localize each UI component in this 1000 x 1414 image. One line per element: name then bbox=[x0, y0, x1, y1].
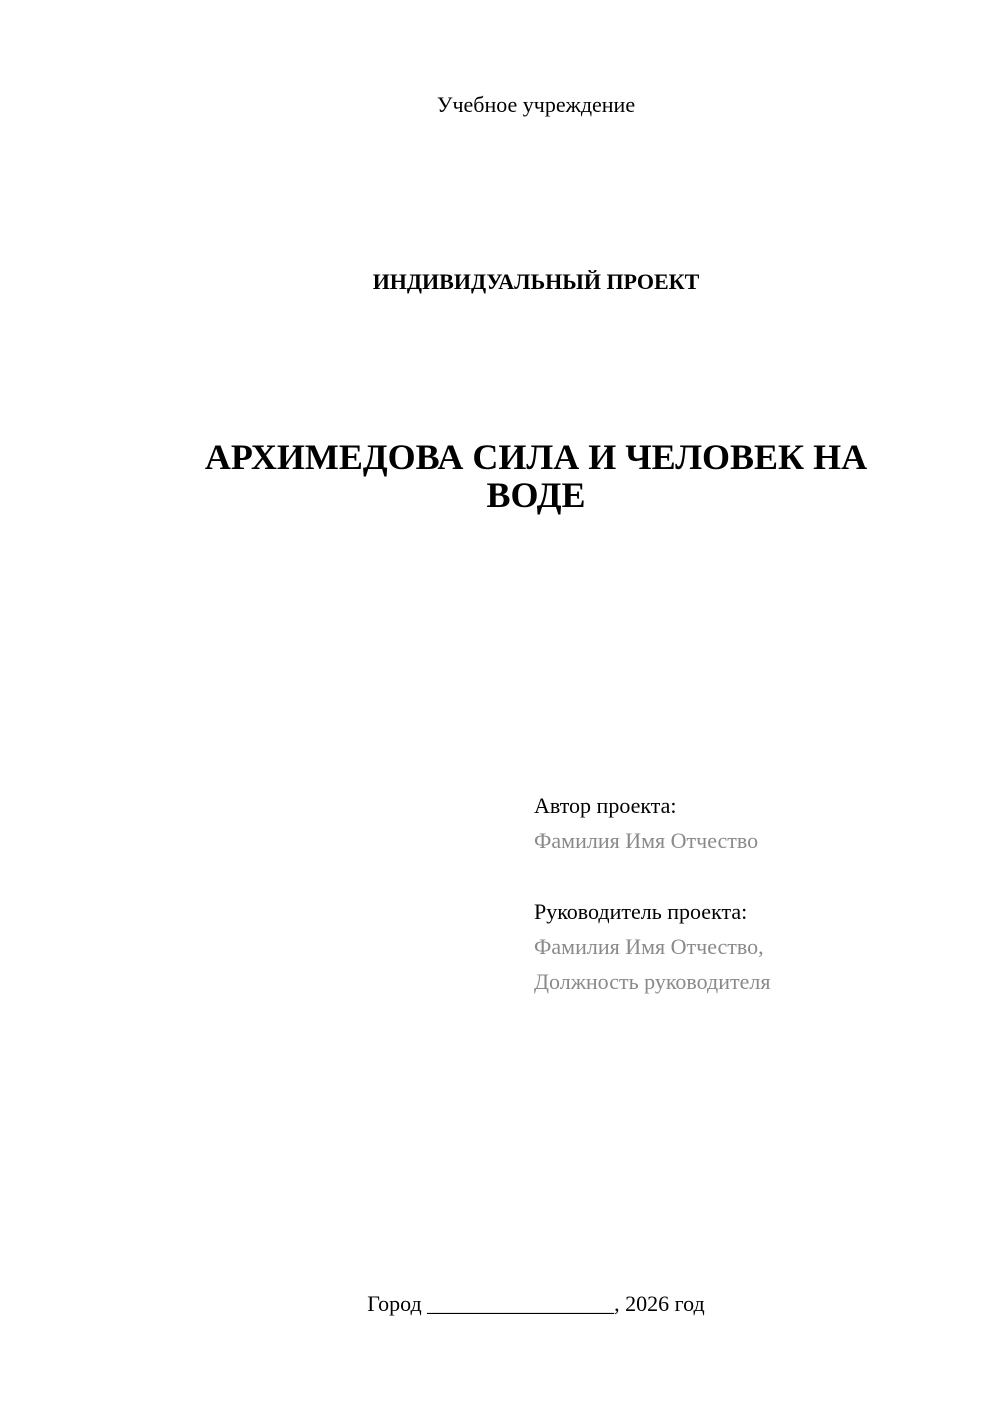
document-type: ИНДИВИДУАЛЬНЫЙ ПРОЕКТ bbox=[372, 269, 700, 294]
city-year-line: Город _________________, 2026 год bbox=[367, 1291, 705, 1316]
author-label: Автор проекта: bbox=[534, 793, 677, 818]
author-name: Фамилия Имя Отчество bbox=[534, 828, 759, 853]
supervisor-position: Должность руководителя bbox=[534, 969, 771, 994]
project-info-block bbox=[534, 788, 974, 999]
supervisor-label: Руководитель проекта: bbox=[534, 899, 748, 924]
project-title-line-2: ВОДЕ bbox=[486, 475, 586, 515]
supervisor-name: Фамилия Имя Отчество, bbox=[534, 934, 764, 959]
institution-name: Учебное учреждение bbox=[436, 92, 636, 117]
project-title-line-1: АРХИМЕДОВА СИЛА И ЧЕЛОВЕК НА bbox=[204, 437, 868, 477]
project-title bbox=[150, 438, 922, 514]
info-spacer bbox=[534, 858, 974, 894]
